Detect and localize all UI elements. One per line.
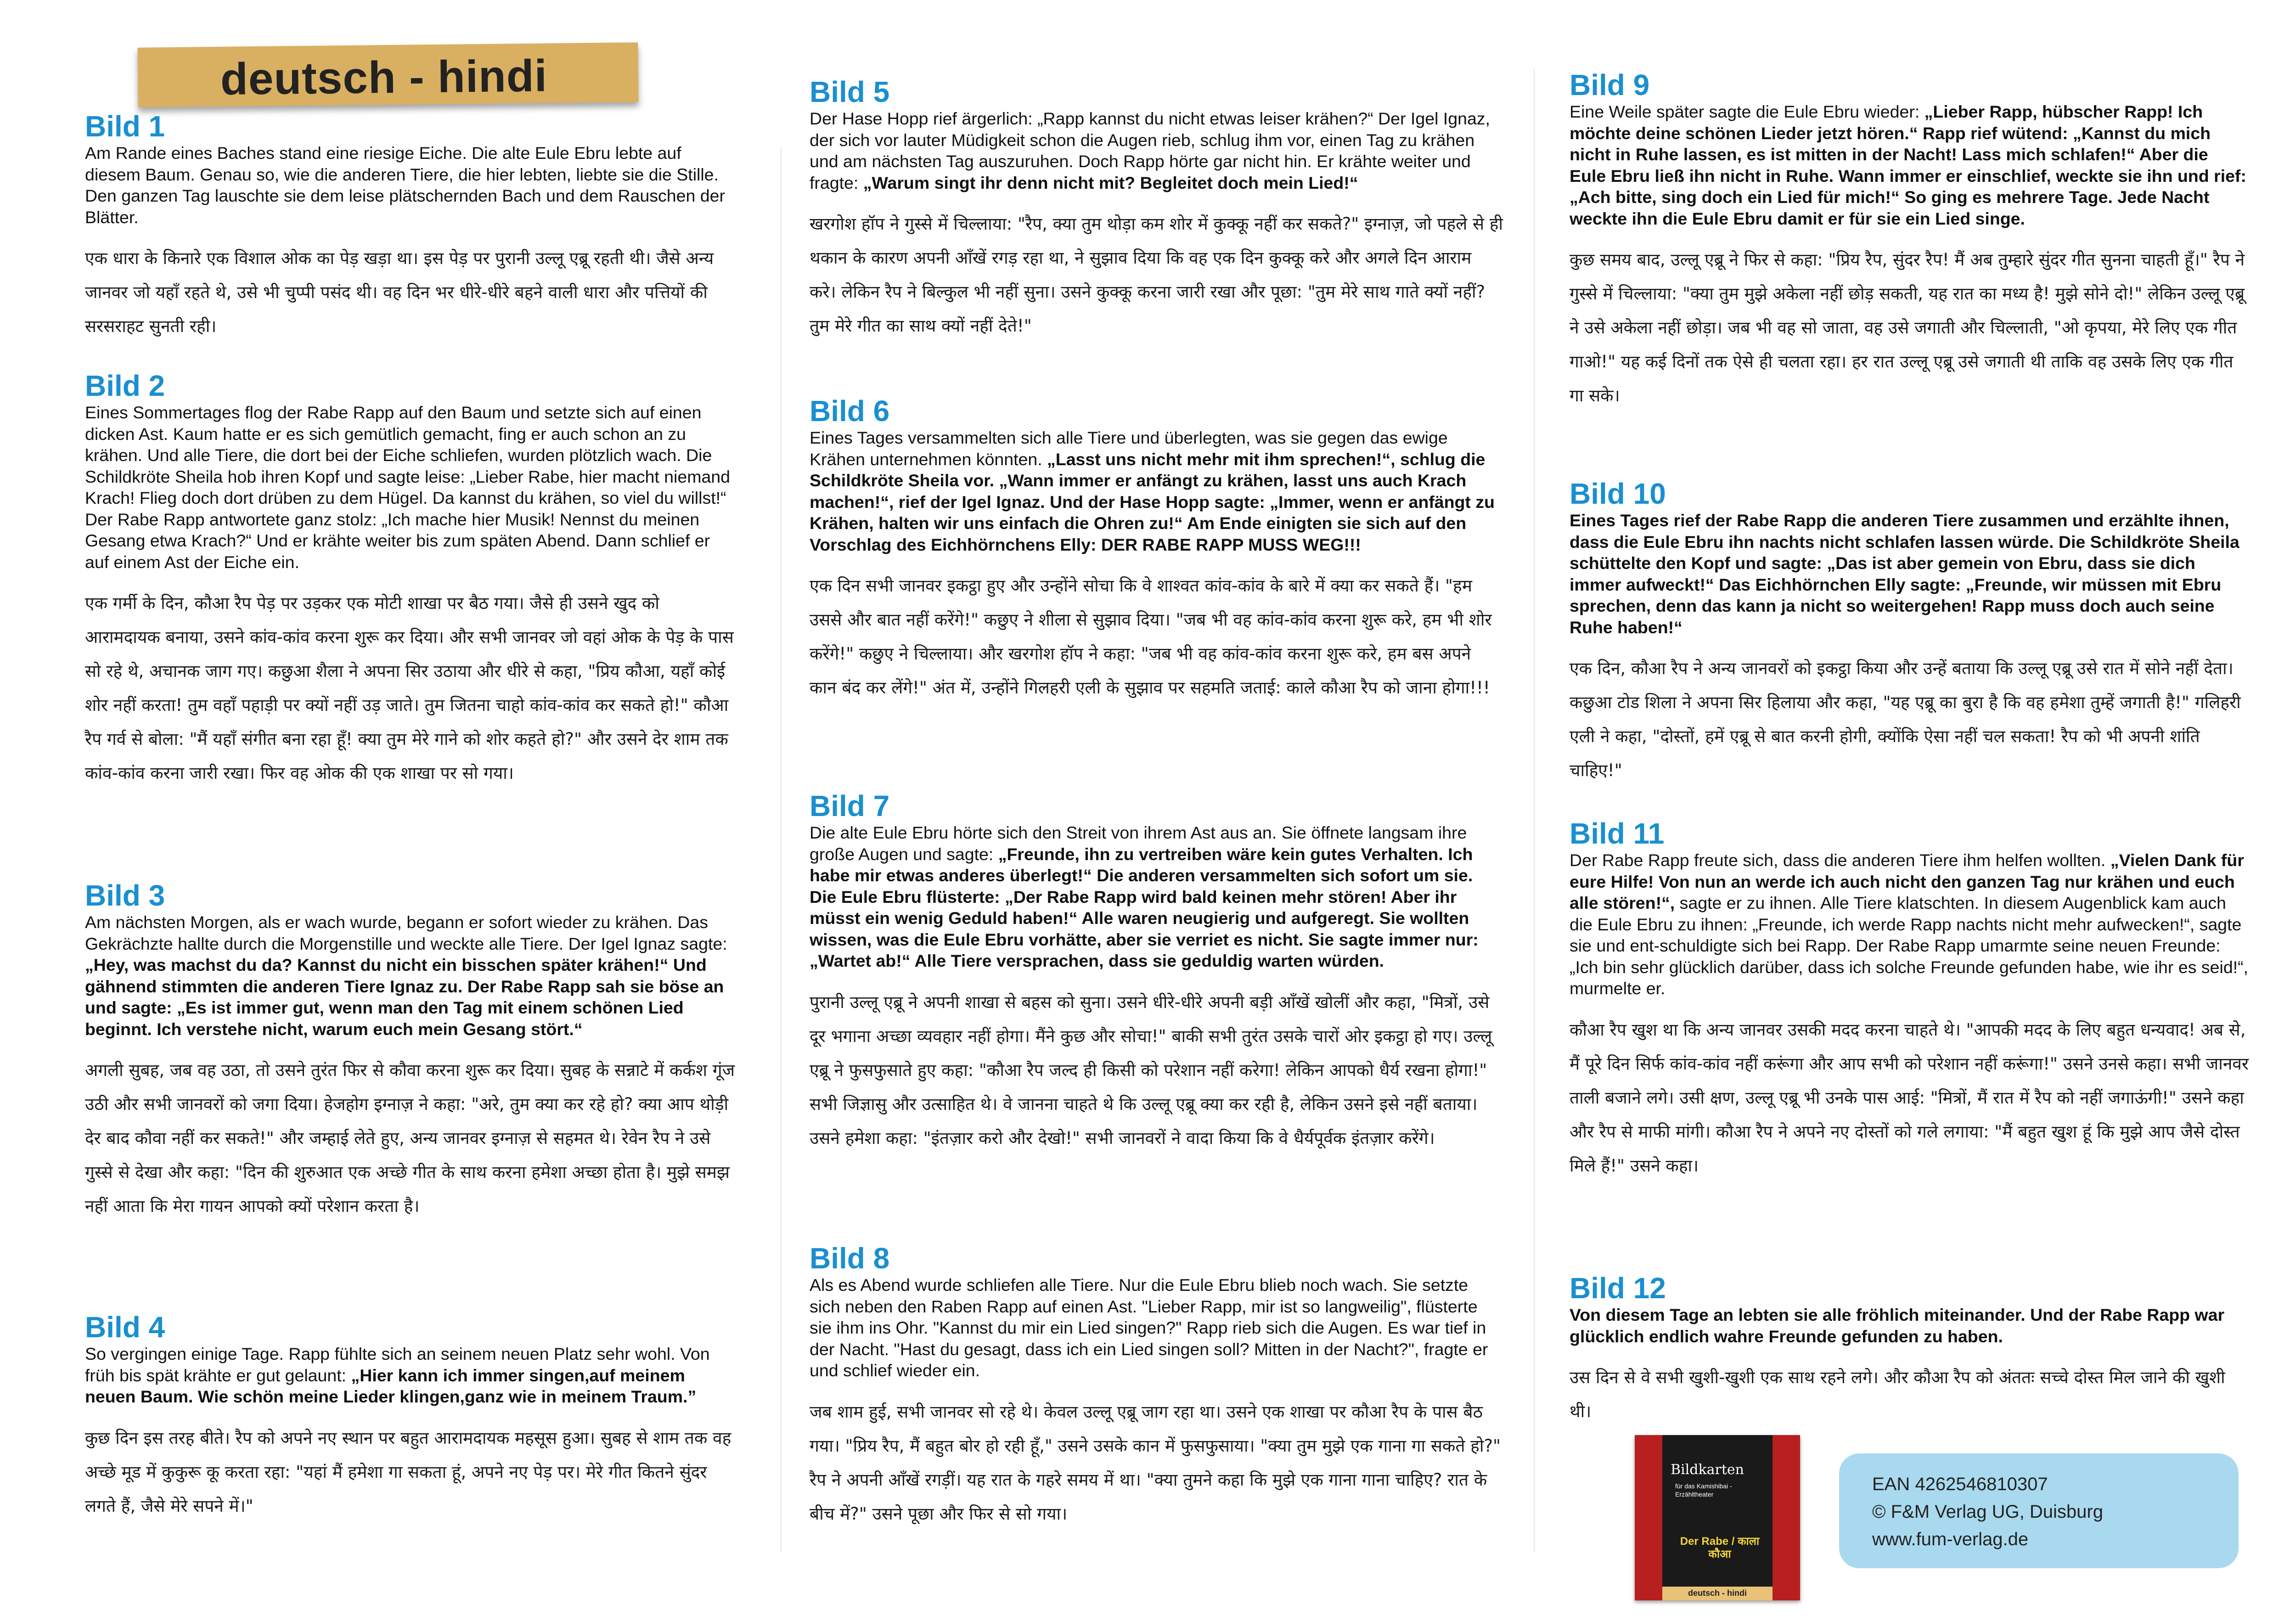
- hindi-text: पुरानी उल्लू एब्रू ने अपनी शाखा से बहस को सुना। उसने धीरे-धीरे अपनी बड़ी आँखें खोलीं और कहा, "मित्रों, उसे दूर भगाना अच्छा व्यवहार नहीं होगा। मैंने कुछ और सोचा!" बाकी सभी तुरंत उसके चारों ओर इकट्ठा हो गए। उल्लू एब्रू ने फुसफुसाते हुए कहा: "कौआ रैप जल्द ही किसी को परेशान नहीं करेगा! लेकिन आपको धैर्य रखना होगा!" सभी जिज्ञासु और उत्साहित थे। वे जानना चाहते थे कि उल्लू एब्रू क्या कर रही है, लेकिन उसने इसे नहीं बताया। उसने हमेशा कहा: "इंतज़ार करो और देखो!" सभी जानवरों ने वादा किया कि वे धैर्यपूर्वक इंतज़ार करेंगे।: [810, 992, 1492, 1148]
- german-text: So vergingen einige Tage. Rapp fühlte sich an seinem neuen Platz sehr wohl. Von früh bis spät krähte er gut gelaunt:: [85, 1344, 710, 1385]
- language-badge: [137, 42, 638, 107]
- german-text-bold: „Vielen Dank für eure Hilfe! Von nun an werde ich auch nicht den ganzen Tag nur krähen und euch alle stören!“,: [1570, 850, 2244, 912]
- section-bild-1: [85, 110, 737, 343]
- product-cover-image: [1635, 1435, 1800, 1600]
- german-text-bold: „Hey, was machst du da? Kannst du nicht ein bisschen später krähen!“ Und gähnend stimmten die anderen Tiere Ignaz zu. Der Rabe Rapp sah sie böse an und sagte: „Es ist immer gut, wenn man den Tag mit einem schönen Lied beginnt. Ich verstehe nicht, warum euch mein Gesang stört.“: [85, 955, 724, 1039]
- section-title: Bild 6: [810, 394, 890, 428]
- german-text: Eines Sommertages flog der Rabe Rapp auf den Baum und setzte sich auf einen dicken Ast. Kaum hatte er es sich gemütlich gemacht, fing er auch schon an zu krähen. Und alle Tiere, die dort bei der Eiche schliefen, wurden plötzlich wach. Die Schildkröte Sheila hob ihren Kopf und sagte leise: „Lieber Rabe, hier macht niemand Krach! Flieg doch dort drüben zu dem Hügel. Da kannst du krähen, so viel du willst!“ Der Rabe Rapp antwortete ganz stolz: „Ich mache hier Musik! Nennst du meinen Gesang etwa Krach?“ Und er krähte weiter bis zum späten Abend. Dann schlief er auf einem Ast der Eiche ein.: [85, 403, 731, 572]
- section-title: Bild 4: [85, 1311, 165, 1344]
- cover-stage: [1662, 1435, 1773, 1587]
- language-label: deutsch - hindi: [220, 50, 548, 104]
- hindi-text: जब शाम हुई, सभी जानवर सो रहे थे। केवल उल्लू एब्रू जाग रहा था। उसने एक शाखा पर कौआ रैप के पास बैठ गया। "प्रिय रैप, मैं बहुत बोर हो रही हूँ," उसने उसके कान में फुसफुसाया। "क्या तुम मुझे एक गाना गा सकते हो?" रैप ने अपनी आँखें रगड़ीं। यह रात के गहरे समय में था। "क्या तुमने कहा कि मुझे एक गाना गाना चाहिए? रात के बीच में?" उसने पूछा और फिर से सो गया।: [810, 1402, 1501, 1524]
- german-text-bold: „Freunde, ihn zu vertreiben wäre kein gutes Verhalten. Ich habe mir etwas anderes überlegt!“ Die anderen versammelten sich sofort um sie. Die Eule Ebru flüsterte: „Der Rabe Rapp wird bald keinen mehr stören! Aber ihr müsst ein wenig Geduld haben!“ Alle waren neugierig und aufgeregt. Sie wollten wissen, was die Eule Ebru vorhätte, aber sie verriet es nicht. Sie sagte immer nur: „Wartet ab!“ Alle Tiere versprachen, dass sie geduldig warten würden.: [810, 844, 1479, 970]
- section-title: Bild 7: [810, 789, 890, 822]
- german-text-bold: „Hier kann ich immer singen,auf meinem neuen Baum. Wie schön meine Lieder klingen,ganz wie in meinem Traum.”: [85, 1365, 697, 1406]
- german-text: Der Rabe Rapp freute sich, dass die anderen Tiere ihm helfen wollten.: [1570, 850, 2110, 870]
- hindi-text: खरगोश हॉप ने गुस्से में चिल्लाया: "रैप, क्या तुम थोड़ा कम शोर में कुक्कू नहीं कर सकते?" इग्नाज़, जो पहले से ही थकान के कारण अपनी आँखें रगड़ रहा था, ने सुझाव दिया कि वह एक दिन कुक्कू करे और अगले दिन आराम करे। लेकिन रैप ने बिल्कुल भी नहीं सुना। उसने कुक्कू करना जारी रखा और पूछा: "तुम मेरे साथ गाते क्यों नहीं? तुम मेरे गीत का साथ क्यों नहीं देते!": [810, 214, 1503, 336]
- cover-story-title: Der Rabe / काला कौआ: [1680, 1535, 1760, 1560]
- section-bild-8: [810, 1242, 1503, 1531]
- section-title: Bild 5: [810, 75, 890, 108]
- german-text: Die alte Eule Ebru hörte sich den Streit von ihrem Ast aus an. Sie öffnete langsam ihre große Augen und sagte:: [810, 823, 1467, 864]
- german-text-bold: Von diesem Tage an lebten sie alle fröhlich miteinander. Und der Rabe Rapp war glücklich endlich wahre Freunde gefunden zu haben.: [1570, 1305, 2225, 1346]
- section-title: Bild 10: [1570, 477, 1666, 510]
- column-divider: [1534, 69, 1535, 1552]
- hindi-text: कौआ रैप खुश था कि अन्य जानवर उसकी मदद करना चाहते थे। "आपकी मदद के लिए बहुत धन्यवाद! अब से, मैं पूरे दिन सिर्फ कांव-कांव नहीं करूंगा और आप सभी को परेशान नहीं करूंगा!" उसने उनसे कहा। सभी जानवर ताली बजाने लगे। उसी क्षण, उल्लू एब्रू भी उनके पास आई: "मित्रों, मैं रात में रैप को नहीं जगाऊंगी!" उसने कहा और रैप से माफी मांगी। कौआ रैप ने अपने नए दोस्तों को गले लगाया: "मैं बहुत खुश हूं कि मुझे आप जैसे दोस्त मिले हैं!" उसने कहा।: [1570, 1019, 2249, 1176]
- cover-subtitle: für das Kamishibai - Erzähltheater: [1675, 1482, 1732, 1498]
- german-text-bold: „Lieber Rapp, hübscher Rapp! Ich möchte deine schönen Lieder jetzt hören.“ Rapp rief wütend: „Kannst du mich nicht in Ruhe lassen, es ist mitten in der Nacht! Lass mich schlafen!“ Aber die Eule Ebru ließ ihn nicht in Ruhe. Wann immer er einschlief, weckte sie ihn und rief: „Ach bitte, sing doch ein Lied für mich!“ So ging es mehrere Tage. Jede Nacht weckte ihn die Eule Ebru damit er für sie ein Lied singe.: [1570, 102, 2246, 228]
- section-bild-4: [85, 1311, 737, 1523]
- german-text: Eines Tages versammelten sich alle Tiere und überlegten, was sie gegen das ewige Krähen unternehmen könnten.: [810, 428, 1448, 469]
- section-title: Bild 8: [810, 1242, 890, 1275]
- cover-language-strip: [1662, 1587, 1773, 1600]
- section-bild-9: [1570, 69, 2249, 413]
- section-title: Bild 1: [85, 110, 165, 143]
- german-text-bold: „Lasst uns nicht mehr mit ihm sprechen!“, schlug die Schildkröte Sheila vor. „Wann immer er anfängt zu krähen, lasst uns auch Krach machen!“, rief der Igel Ignaz. Und der Hase Hopp sagte: „Immer, wenn er anfängt zu Krähen, halten wir uns einfach die Ohren zu!“ Am Ende einigten sie sich auf den Vorschlag des Eichhörnchens Elly: DER RABE RAPP MUSS WEG!!!: [810, 449, 1495, 554]
- hindi-text: अगली सुबह, जब वह उठा, तो उसने तुरंत फिर से कौवा करना शुरू कर दिया। सुबह के सन्नाटे में कर्कश गूंज उठी और सभी जानवरों को जगा दिया। हेजहोग इग्नाज़ ने कहा: "अरे, तुम क्या कर रहे हो? क्या आप थोड़ी देर बाद कौवा नहीं कर सकते!" और जम्हाई लेते हुए, अन्य जानवर इग्नाज़ से सहमत थे। रेवेन रैप ने उसे गुस्से से देखा और कहा: "दिन की शुरुआत एक अच्छे गीत के साथ करना हमेशा अच्छा होता है। मुझे समझ नहीं आता कि मेरा गायन आपको क्यों परेशान करता है।: [85, 1060, 735, 1216]
- german-text: Der Hase Hopp rief ärgerlich: „Rapp kannst du nicht etwas leiser krähen?“ Der Igel Ignaz, der sich vor lauter Müdigkeit schon die Augen rieb, schlug ihm vor, einen Tag zu krähen und am nächsten Tag auszuruhen. Doch Rapp hörte gar nicht hin. Er krähte weiter und fragte:: [810, 109, 1490, 192]
- section-title: Bild 9: [1570, 68, 1650, 101]
- hindi-text: एक धारा के किनारे एक विशाल ओक का पेड़ खड़ा था। इस पेड़ पर पुरानी उल्लू एब्रू रहती थी। जैसे अन्य जानवर जो यहाँ रहते थे, उसे भी चुप्पी पसंद थी। वह दिन भर धीरे-धीरे बहने वाली धारा और पत्तियों की सरसराहट सुनती रही।: [85, 248, 714, 336]
- section-title: Bild 11: [1570, 817, 1665, 850]
- section-bild-7: [810, 790, 1503, 1155]
- section-bild-3: [85, 879, 737, 1223]
- hindi-text: कुछ समय बाद, उल्लू एब्रू ने फिर से कहा: "प्रिय रैप, सुंदर रैप! मैं अब तुम्हारे सुंदर गीत सुनना चाहती हूँ।" रैप ने गुस्से में चिल्लाया: "क्या तुम मुझे अकेला नहीं छोड़ सकती, यह रात का मध्य है! मुझे सोने दो!" लेकिन उल्लू एब्रू ने उसे अकेला नहीं छोड़ा। जब भी वह सो जाता, वह उसे जगाती और चिल्लाती, "ओ कृपया, मेरे लिए एक गीत गाओ!" यह कई दिनों तक ऐसे ही चलता रहा। हर रात उल्लू एब्रू उसे जगाती थी ताकि वह उसके लिए एक गीत गा सके।: [1570, 250, 2245, 405]
- column-divider: [781, 147, 782, 1552]
- hindi-text: उस दिन से वे सभी खुशी-खुशी एक साथ रहने लगे। और कौआ रैप को अंततः सच्चे दोस्त मिल जाने की खुशी थी।: [1570, 1368, 2225, 1421]
- german-text-bold: „Warum singt ihr denn nicht mit? Begleitet doch mein Lied!“: [863, 173, 1358, 192]
- hindi-text: एक दिन, कौआ रैप ने अन्य जानवरों को इकट्ठा किया और उन्हें बताया कि उल्लू एब्रू उसे रात में सोने नहीं देता। कछुआ टोड शिला ने अपना सिर हिलाया और कहा, "यह एब्रू का बुरा है कि वह हमेशा तुम्हें जगाती है!" गलिहरी एली ने कहा, "दोस्तों, हमें एब्रू से बात करनी होगी, क्योंकि ऐसा नहीं चल सकता! रैप को भी अपनी शांति चाहिए!": [1570, 659, 2241, 780]
- cover-title: Bildkarten: [1671, 1462, 1744, 1478]
- publisher-url[interactable]: www.fum-verlag.de: [1872, 1529, 2029, 1549]
- german-text-tail: sagte er zu ihnen. Alle Tiere klatschten. In diesem Augenblick kam auch die Eule Ebru zu ihnen: „Freunde, ich werde Rapp nachts nicht mehr aufwecken!“, sagte sie und ent-schuldigte sich bei Rapp. Der Rabe Rapp umarmte seine neuen Freunde: „Ich bin sehr glücklich darüber, dass ich solche Freunde gefunden habe, wie ihr es seid!“, murmelte er.: [1570, 893, 2248, 998]
- german-text-bold: Eines Tages rief der Rabe Rapp die anderen Tiere zusammen und erzählte ihnen, dass die Eule Ebru ihn nachts nicht schlafen lassen würde. Die Schildkröte Sheila schüttelte den Kopf und sagte: „Das ist aber gemein von Ebru, dass sie dich immer aufweckt!“ Das Eichhörnchen Elly sagte: „Freunde, wir müssen mit Ebru sprechen, denn das kann ja nicht so weitergehen! Rapp muss doch auch seine Ruhe haben!“: [1570, 511, 2240, 637]
- hindi-text: एक गर्मी के दिन, कौआ रैप पेड़ पर उड़कर एक मोटी शाखा पर बैठ गया। जैसे ही उसने खुद को आरामदायक बनाया, उसने कांव-कांव करना शुरू कर दिया। और सभी जानवर जो वहां ओक के पेड़ के पास सो रहे थे, अचानक जाग गए। कछुआ शैला ने अपना सिर उठाया और धीरे से कहा, "प्रिय कौआ, यहाँ कोई शोर नहीं करता! तुम वहाँ पहाड़ी पर क्यों नहीं उड़ जाते। तुम जितना चाहो कांव-कांव कर सकते हो!" कौआ रैप गर्व से बोला: "मैं यहाँ संगीत बना रहा हूँ! क्या तुम मेरे गाने को शोर कहते हो?" और उसने देर शाम तक कांव-कांव करना जारी रखा। फिर वह ओक की एक शाखा पर सो गया।: [85, 593, 734, 783]
- publisher-info-box: [1839, 1453, 2239, 1568]
- hindi-text: एक दिन सभी जानवर इकट्ठा हुए और उन्होंने सोचा कि वे शाश्वत कांव-कांव के बारे में क्या कर सकते हैं। "हम उससे और बात नहीं करेंगे!" कछुए ने शीला से सुझाव दिया। "जब भी वह कांव-कांव करना शुरू करे, हम भी शोर करेंगे!" कछुए ने चिल्लाया। और खरगोश हॉप ने कहा: "जब भी वह कांव-कांव करना शुरू करे, हम बस अपने कान बंद कर लेंगे!" अंत में, उन्होंने गिलहरी एली के सुझाव पर सहमति जताई: काले कौआ रैप को जाना होगा!!!: [810, 576, 1492, 698]
- hindi-text: कुछ दिन इस तरह बीते। रैप को अपने नए स्थान पर बहुत आरामदायक महसूस हुआ। सुबह से शाम तक वह अच्छे मूड में कुकुरू कू करता रहा: "यहां मैं हमेशा गा सकता हूं, अपने नए पेड़ पर। मेरे गीत कितने सुंदर लगते हैं, जैसे मेरे सपने में।": [85, 1428, 732, 1516]
- section-bild-10: [1570, 478, 2249, 788]
- publisher-name: © F&M Verlag UG, Duisburg: [1872, 1502, 2103, 1522]
- section-bild-11: [1570, 817, 2249, 1183]
- section-bild-6: [810, 395, 1503, 705]
- section-title: Bild 3: [85, 879, 165, 912]
- section-bild-12: [1570, 1272, 2249, 1429]
- cover-language: deutsch - hindi: [1688, 1588, 1747, 1598]
- german-text: Eine Weile später sagte die Eule Ebru wieder:: [1570, 102, 1925, 121]
- ean-code: EAN 4262546810307: [1872, 1474, 2048, 1494]
- german-text: Am Rande eines Baches stand eine riesige Eiche. Die alte Eule Ebru lebte auf diesem Baum. Genau so, wie die anderen Tiere, die hier lebten, liebte sie die Stille. Den ganzen Tag lauschte sie dem leise plätschernden Bach und dem Rauschen der Blätter.: [85, 143, 725, 227]
- section-bild-2: [85, 370, 737, 790]
- section-bild-5: [810, 76, 1503, 343]
- german-text: Am nächsten Morgen, als er wach wurde, begann er sofort wieder zu krähen. Das Gekrächzte hallte durch die Morgenstille und weckte alle Tiere. Der Igel Ignaz sagte:: [85, 912, 727, 953]
- section-title: Bild 12: [1570, 1272, 1666, 1305]
- german-text: Als es Abend wurde schliefen alle Tiere. Nur die Eule Ebru blieb noch wach. Sie setzte sich neben den Raben Rapp auf einen Ast. "Lieber Rapp, mir ist so langweilig", flüsterte sie ihm ins Ohr. "Kannst du mir ein Lied singen?" Rapp rieb sich die Augen. Es war tief in der Nacht. "Hast du gesagt, dass ich ein Lied singen soll? Mitten in der Nacht?", fragte er und schlief wieder ein.: [810, 1275, 1488, 1380]
- section-title: Bild 2: [85, 369, 165, 402]
